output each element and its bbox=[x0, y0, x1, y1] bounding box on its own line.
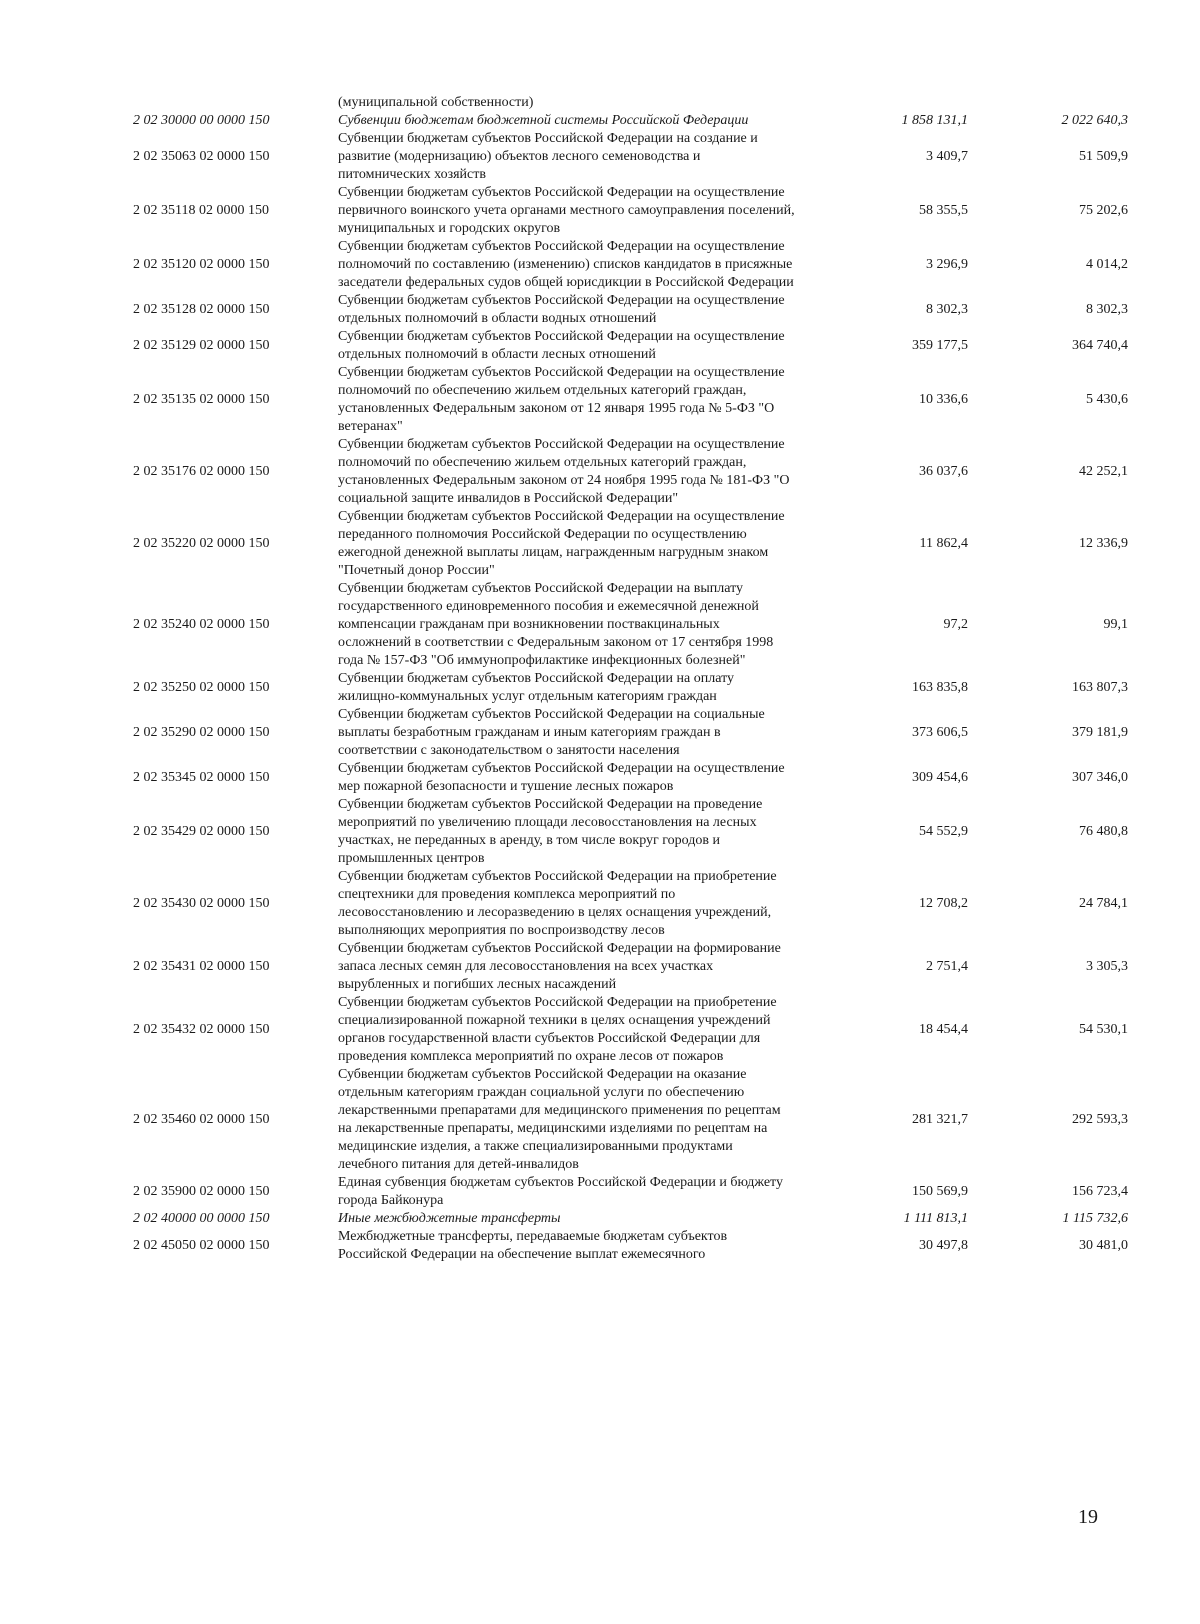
value-year-2: 54 530,1 bbox=[1079, 1022, 1128, 1037]
value-year-1: 54 552,9 bbox=[919, 824, 968, 839]
value-year-2: 8 302,3 bbox=[1086, 302, 1128, 317]
table-row bbox=[0, 1066, 1200, 1174]
budget-code: 2 02 35430 02 0000 150 bbox=[133, 896, 270, 911]
row-description: Субвенции бюджетам субъектов Российской Федерации на проведение мероприятий по увеличению площади лесовосстановления на лесных участках, не переданных в аренду, в том числе вокруг городов и промышленных центров bbox=[338, 797, 763, 866]
value-year-2: 24 784,1 bbox=[1079, 896, 1128, 911]
table-row bbox=[0, 238, 1200, 292]
row-description: Субвенции бюджетам субъектов Российской Федерации на приобретение спецтехники для проведения комплекса мероприятий по лесовосстановлению и лесоразведению в целях оснащения учреждений, выполняющих мероприятия по воспроизводству лесов bbox=[338, 869, 777, 938]
table-row bbox=[0, 184, 1200, 238]
value-year-2: 75 202,6 bbox=[1079, 203, 1128, 218]
value-year-2: 1 115 732,6 bbox=[1062, 1211, 1128, 1226]
budget-code: 2 02 45050 02 0000 150 bbox=[133, 1238, 270, 1253]
value-year-2: 3 305,3 bbox=[1086, 959, 1128, 974]
budget-code: 2 02 35118 02 0000 150 bbox=[133, 203, 269, 218]
budget-code: 2 02 35431 02 0000 150 bbox=[133, 959, 270, 974]
row-description: Субвенции бюджетам субъектов Российской Федерации на приобретение специализированной пожарной техники в целях оснащения учреждений органов государственной власти субъектов Российской Федерации для проведения комплекса мероприятий по охране лесов от пожаров bbox=[338, 995, 777, 1064]
continuation-text: (муниципальной собственности) bbox=[338, 95, 534, 110]
row-description: Субвенции бюджетам субъектов Российской Федерации на формирование запаса лесных семян для лесовосстановления на всех участках вырубленных и погибших лесных насаждений bbox=[338, 941, 781, 992]
row-description: Субвенции бюджетам субъектов Российской Федерации на оплату жилищно-коммунальных услуг отдельным категориям граждан bbox=[338, 671, 735, 704]
value-year-1: 2 751,4 bbox=[926, 959, 968, 974]
value-year-1: 11 862,4 bbox=[919, 536, 968, 551]
row-description: Иные межбюджетные трансферты bbox=[338, 1211, 561, 1226]
value-year-1: 58 355,5 bbox=[919, 203, 968, 218]
budget-code: 2 02 35135 02 0000 150 bbox=[133, 392, 270, 407]
value-year-2: 379 181,9 bbox=[1072, 725, 1128, 740]
row-description: Субвенции бюджетам субъектов Российской Федерации на оказание отдельным категориям граждан социальной услуги по обеспечению лекарственными препаратами для медицинского применения по рецептам на лекарственные препараты, медицинскими изделиями по рецептам на медицинские изделия, а также специализированными продуктами лечебного питания для детей-инвалидов bbox=[338, 1067, 781, 1172]
budget-code: 2 02 35345 02 0000 150 bbox=[133, 770, 270, 785]
row-description: Субвенции бюджетам субъектов Российской Федерации на осуществление переданного полномочия Российской Федерации по осуществлению ежегодной денежной выплаты лицам, награжденным нагрудным знаком "Почетный донор России" bbox=[338, 509, 785, 578]
budget-code: 2 02 35432 02 0000 150 bbox=[133, 1022, 270, 1037]
row-description: Субвенции бюджетам субъектов Российской Федерации на осуществление первичного воинского учета органами местного самоуправления поселений, муниципальных и городских округов bbox=[338, 185, 795, 236]
value-year-1: 36 037,6 bbox=[919, 464, 968, 479]
value-year-2: 2 022 640,3 bbox=[1061, 113, 1128, 128]
table-row bbox=[0, 364, 1200, 436]
table-row bbox=[0, 508, 1200, 580]
table-row bbox=[0, 760, 1200, 796]
value-year-2: 76 480,8 bbox=[1079, 824, 1128, 839]
table-row bbox=[0, 436, 1200, 508]
table-row bbox=[0, 1228, 1200, 1264]
table-row bbox=[0, 1174, 1200, 1210]
row-description: Межбюджетные трансферты, передаваемые бюджетам субъектов Российской Федерации на обеспечение выплат ежемесячного bbox=[338, 1229, 728, 1262]
value-year-1: 3 296,9 bbox=[926, 257, 968, 272]
row-description: Субвенции бюджетам бюджетной системы Российской Федерации bbox=[338, 113, 749, 128]
row-description: Субвенции бюджетам субъектов Российской Федерации на создание и развитие (модернизацию) объектов лесного семеноводства и питомнических хозяйств bbox=[338, 131, 758, 182]
value-year-2: 163 807,3 bbox=[1072, 680, 1128, 695]
value-year-2: 99,1 bbox=[1103, 617, 1128, 632]
table-row bbox=[0, 868, 1200, 940]
budget-table bbox=[0, 112, 1200, 1264]
value-year-2: 292 593,3 bbox=[1072, 1112, 1128, 1127]
budget-code: 2 02 35176 02 0000 150 bbox=[133, 464, 270, 479]
table-row bbox=[0, 130, 1200, 184]
value-year-1: 12 708,2 bbox=[919, 896, 968, 911]
value-year-2: 364 740,4 bbox=[1072, 338, 1128, 353]
row-description: Субвенции бюджетам субъектов Российской Федерации на осуществление полномочий по составлению (изменению) списков кандидатов в присяжные заседатели федеральных судов общей юрисдикции в Российской Федерации bbox=[338, 239, 794, 290]
value-year-2: 51 509,9 bbox=[1079, 149, 1128, 164]
value-year-1: 30 497,8 bbox=[919, 1238, 968, 1253]
table-row bbox=[0, 1210, 1200, 1228]
row-description: Субвенции бюджетам субъектов Российской Федерации на выплату государственного единовременного пособия и ежемесячной денежной компенсации гражданам при возникновении поствакцинальных осложнений в соответствии с Федеральным законом от 17 сентября 1998 года № 157-ФЗ "Об иммунопрофилактике инфекционных болезней" bbox=[338, 581, 774, 668]
value-year-2: 12 336,9 bbox=[1079, 536, 1128, 551]
table-row bbox=[0, 328, 1200, 364]
budget-code: 2 02 35063 02 0000 150 bbox=[133, 149, 270, 164]
value-year-1: 281 321,7 bbox=[912, 1112, 968, 1127]
table-row bbox=[0, 706, 1200, 760]
value-year-1: 373 606,5 bbox=[912, 725, 968, 740]
row-description: Субвенции бюджетам субъектов Российской Федерации на осуществление полномочий по обеспечению жильем отдельных категорий граждан, установленных Федеральным законом от 24 ноября 1995 года № 181-ФЗ "О социальной защите инвалидов в Российской Федерации" bbox=[338, 437, 790, 506]
table-row bbox=[0, 940, 1200, 994]
value-year-1: 163 835,8 bbox=[912, 680, 968, 695]
budget-code: 2 02 35129 02 0000 150 bbox=[133, 338, 270, 353]
budget-code: 2 02 30000 00 0000 150 bbox=[133, 113, 270, 128]
row-description: Субвенции бюджетам субъектов Российской Федерации на осуществление отдельных полномочий в области лесных отношений bbox=[338, 329, 785, 362]
value-year-1: 10 336,6 bbox=[919, 392, 968, 407]
row-description: Субвенции бюджетам субъектов Российской Федерации на осуществление отдельных полномочий в области водных отношений bbox=[338, 293, 785, 326]
value-year-1: 359 177,5 bbox=[912, 338, 968, 353]
page-number: 19 bbox=[1078, 1506, 1098, 1528]
budget-code: 2 02 35240 02 0000 150 bbox=[133, 617, 270, 632]
row-description: Субвенции бюджетам субъектов Российской Федерации на осуществление мер пожарной безопасности и тушение лесных пожаров bbox=[338, 761, 785, 794]
value-year-2: 4 014,2 bbox=[1086, 257, 1128, 272]
budget-code: 2 02 35220 02 0000 150 bbox=[133, 536, 270, 551]
row-description: Субвенции бюджетам субъектов Российской Федерации на социальные выплаты безработным гражданам и иным категориям граждан в соответствии с законодательством о занятости населения bbox=[338, 707, 765, 758]
budget-code: 2 02 35290 02 0000 150 bbox=[133, 725, 270, 740]
budget-code: 2 02 35250 02 0000 150 bbox=[133, 680, 270, 695]
budget-code: 2 02 40000 00 0000 150 bbox=[133, 1211, 270, 1226]
value-year-2: 42 252,1 bbox=[1079, 464, 1128, 479]
budget-code: 2 02 35900 02 0000 150 bbox=[133, 1184, 270, 1199]
table-row bbox=[0, 580, 1200, 670]
table-row bbox=[0, 112, 1200, 130]
table-row bbox=[0, 292, 1200, 328]
value-year-1: 97,2 bbox=[943, 617, 968, 632]
budget-code: 2 02 35120 02 0000 150 bbox=[133, 257, 270, 272]
value-year-1: 18 454,4 bbox=[919, 1022, 968, 1037]
value-year-1: 3 409,7 bbox=[926, 149, 968, 164]
table-row bbox=[0, 670, 1200, 706]
budget-code: 2 02 35128 02 0000 150 bbox=[133, 302, 270, 317]
value-year-1: 1 858 131,1 bbox=[901, 113, 968, 128]
value-year-1: 150 569,9 bbox=[912, 1184, 968, 1199]
value-year-1: 309 454,6 bbox=[912, 770, 968, 785]
budget-code: 2 02 35429 02 0000 150 bbox=[133, 824, 270, 839]
row-description: Субвенции бюджетам субъектов Российской Федерации на осуществление полномочий по обеспечению жильем отдельных категорий граждан, установленных Федеральным законом от 12 января 1995 года № 5-ФЗ "О ветеранах" bbox=[338, 365, 785, 434]
row-description: Единая субвенция бюджетам субъектов Российской Федерации и бюджету города Байконура bbox=[338, 1175, 783, 1208]
value-year-2: 156 723,4 bbox=[1072, 1184, 1128, 1199]
value-year-1: 8 302,3 bbox=[926, 302, 968, 317]
value-year-2: 5 430,6 bbox=[1086, 392, 1128, 407]
table-row bbox=[0, 994, 1200, 1066]
value-year-2: 30 481,0 bbox=[1079, 1238, 1128, 1253]
budget-code: 2 02 35460 02 0000 150 bbox=[133, 1112, 270, 1127]
table-row bbox=[0, 796, 1200, 868]
value-year-2: 307 346,0 bbox=[1072, 770, 1128, 785]
value-year-1: 1 111 813,1 bbox=[903, 1211, 968, 1226]
